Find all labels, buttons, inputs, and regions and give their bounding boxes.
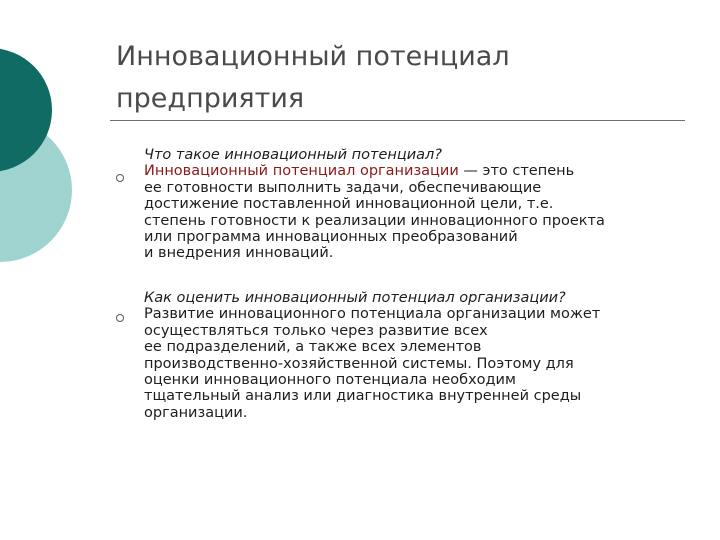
list-item-1 bbox=[144, 147, 674, 262]
answer-1-line-1-rest: — это степень bbox=[458, 163, 575, 180]
slide-title bbox=[116, 36, 676, 120]
answer-1-line: или программа инновационных преобразований bbox=[144, 229, 518, 246]
answer-1-line: и внедрения инноваций. bbox=[144, 245, 334, 262]
bullet-icon bbox=[116, 314, 124, 322]
question-2: Как оценить инновационный потенциал организации? bbox=[144, 290, 566, 306]
answer-2-line: Развитие инновационного потенциала организации может bbox=[144, 306, 601, 323]
title-divider bbox=[110, 120, 685, 121]
list-item-2 bbox=[144, 290, 674, 421]
answer-1-line-1 bbox=[144, 163, 674, 179]
title-line-2: предприятия bbox=[116, 83, 305, 114]
answer-2-line: производственно-хозяйственной системы. Поэтому для bbox=[144, 355, 574, 372]
question-1: Что такое инновационный потенциал? bbox=[144, 147, 442, 163]
answer-1-line: ее готовности выполнить задачи, обеспечивающие bbox=[144, 179, 542, 196]
decorative-circles bbox=[0, 0, 80, 300]
answer-1-line: достижение поставленной инновационной цели, т.е. bbox=[144, 196, 554, 213]
answer-2-line: оценки инновационного потенциала необходим bbox=[144, 372, 516, 389]
answer-2-line: ее подразделений, а также всех элементов bbox=[144, 339, 482, 356]
answer-2-line: тщательный анализ или диагностика внутренней среды bbox=[144, 388, 582, 405]
term-highlight: Инновационный потенциал организации bbox=[144, 163, 459, 180]
answer-1-line: степень готовности к реализации инновационного проекта bbox=[144, 212, 605, 229]
answer-2-line: осуществляться только через развитие всех bbox=[144, 322, 488, 339]
title-line-1: Инновационный потенциал bbox=[116, 41, 510, 72]
answer-2-line: организации. bbox=[144, 404, 248, 421]
bullet-icon bbox=[116, 174, 124, 182]
